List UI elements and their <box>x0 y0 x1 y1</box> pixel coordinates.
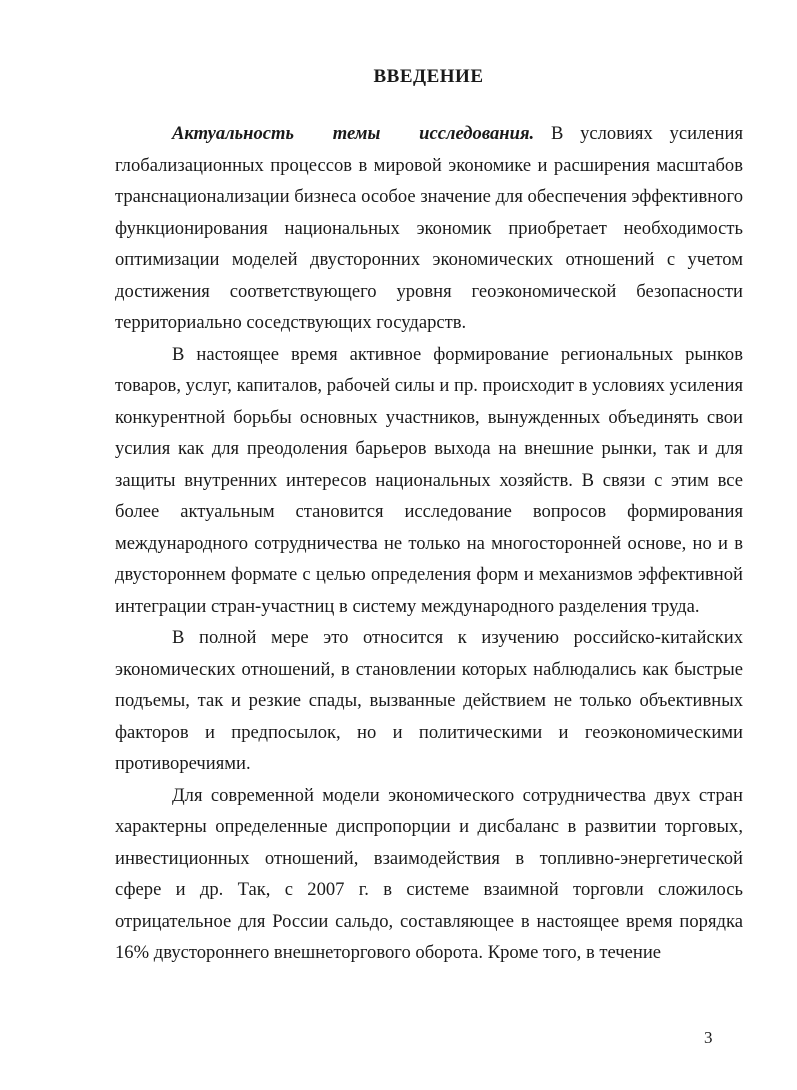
document-body <box>115 118 743 969</box>
lead-phrase: Актуальность темы исследования. <box>172 123 535 144</box>
paragraph-1-text: В условиях усиления глобализационных процессов в мировой экономике и расширения масштабов транснационализации бизнеса особое значение для обеспечения эффективного функционирования национальных экономик приобретает необходимость оптимизации моделей двусторонних экономических отношений с учетом достижения соответствующего уровня геоэкономической безопасности территориально соседствующих государств. <box>115 123 744 333</box>
paragraph-4: Для современной модели экономического сотрудничества двух стран характерны определенные диспропорции и дисбаланс в развитии торговых, инвестиционных отношений, взаимодействия в топливно-энергетической сфере и др. Так, с 2007 г. в системе взаимной торговли сложилось отрицательное для России сальдо, составляющее в настоящее время порядка 16% двустороннего внешнеторгового оборота. Кроме того, в течение <box>115 784 743 963</box>
page-title: ВВЕДЕНИЕ <box>373 66 484 87</box>
page-number: 3 <box>704 1028 713 1047</box>
paragraph-1 <box>115 118 743 339</box>
paragraph-2: В настоящее время активное формирование региональных рынков товаров, услуг, капиталов, рабочей силы и пр. происходит в условиях усиления конкурентной борьбы основных участников, вынужденных объединять свои усилия как для преодоления барьеров выхода на внешние рынки, так и для защиты внутренних интересов национальных хозяйств. В связи с этим все более актуальным становится исследование вопросов формирования международного сотрудничества не только на многосторонней основе, но и в двустороннем формате с целью определения форм и механизмов эффективной интеграции стран-участниц в систему международного разделения труда. <box>115 343 743 617</box>
paragraph-3: В полной мере это относится к изучению российско-китайских экономических отношений, в становлении которых наблюдались как быстрые подъемы, так и резкие спады, вызванные действием не только объективных факторов и предпосылок, но и политическими и геоэкономическими противоречиями. <box>115 627 743 774</box>
